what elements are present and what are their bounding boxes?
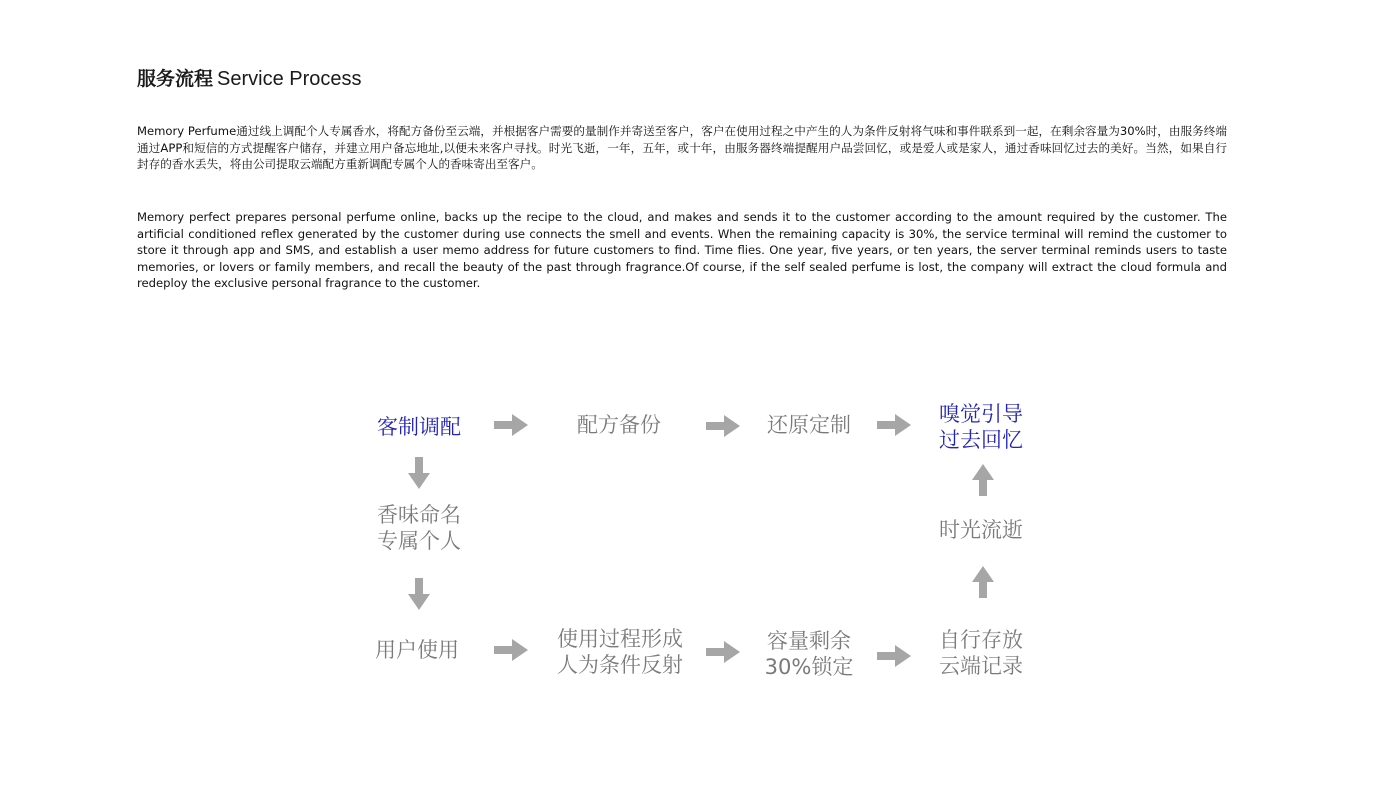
arrow-right-icon [494,639,528,661]
step-capacity-line1: 容量剩余 [767,629,851,653]
step-user-use [375,637,459,663]
description-english: Memory perfect prepares personal perfume online, backs up the recipe to the cloud, and makes and sends it to the customer according to the amount required by the customer. The artificial conditioned reflex generated by the customer during use connects the smell and events. When the remaining capacity is 30%, the service terminal will remind the customer to store it through app and SMS, and establish a user memo address for future customers to find. Time flies. One year, five years, or ten years, the server terminal reminds users to taste memories, or lovers or family members, and recall the beauty of the past through fragrance.Of course, if the self sealed perfume is lost, the company will extract the cloud formula and redeploy the exclusive personal fragrance to the customer. [137,210,1227,291]
step-store-line2: 云端记录 [939,654,1023,678]
arrow-down-icon [408,578,430,610]
page-title-en: Service Process [217,68,362,90]
step-reflex-line1: 使用过程形成 [557,627,683,651]
step-reflex [557,626,683,678]
step-scent-guide-line1: 嗅觉引导 [939,402,1023,426]
step-store-line1: 自行存放 [939,628,1023,652]
step-reflex-line2: 人为条件反射 [557,653,683,677]
page-title-cn: 服务流程 [137,68,214,90]
arrow-right-icon [494,414,528,436]
step-naming-line1: 香味命名 [377,503,461,527]
step-scent-guide [939,401,1023,453]
arrow-right-icon [706,415,740,437]
arrow-right-icon [877,414,911,436]
arrow-right-icon [706,641,740,663]
step-capacity [765,628,854,680]
step-custom-blend-label: 客制调配 [377,415,461,439]
arrow-down-icon [408,457,430,489]
page-title [137,66,362,92]
step-restore-custom-label: 还原定制 [767,413,851,437]
arrow-up-icon [972,464,994,496]
step-naming [377,502,461,554]
step-restore-custom [767,412,851,438]
step-time-flies [939,517,1023,543]
step-recipe-backup [577,412,661,438]
arrow-up-icon [972,566,994,598]
step-user-use-label: 用户使用 [375,638,459,662]
step-scent-guide-line2: 过去回忆 [939,428,1023,452]
arrow-right-icon [877,645,911,667]
step-custom-blend [377,414,461,440]
step-naming-line2: 专属个人 [377,529,461,553]
description-chinese: Memory Perfume通过线上调配个人专属香水，将配方备份至云端，并根据客户需要的量制作并寄送至客户，客户在使用过程之中产生的人为条件反射将气味和事件联系到一起，在剩余容量为30%时，由服务终端通过APP和短信的方式提醒客户储存，并建立用户备忘地址,以便未来客户寻找。时光飞逝，一年，五年，或十年，由服务器终端提醒用户品尝回忆，或是爱人或是家人，通过香味回忆过去的美好。当然，如果自行封存的香水丢失，将由公司提取云端配方重新调配专属个人的香味寄出至客户。 [137,124,1227,172]
step-capacity-line2: 30%锁定 [764,655,854,679]
step-store [939,627,1023,679]
step-time-flies-label: 时光流逝 [939,518,1023,542]
step-recipe-backup-label: 配方备份 [577,413,661,437]
